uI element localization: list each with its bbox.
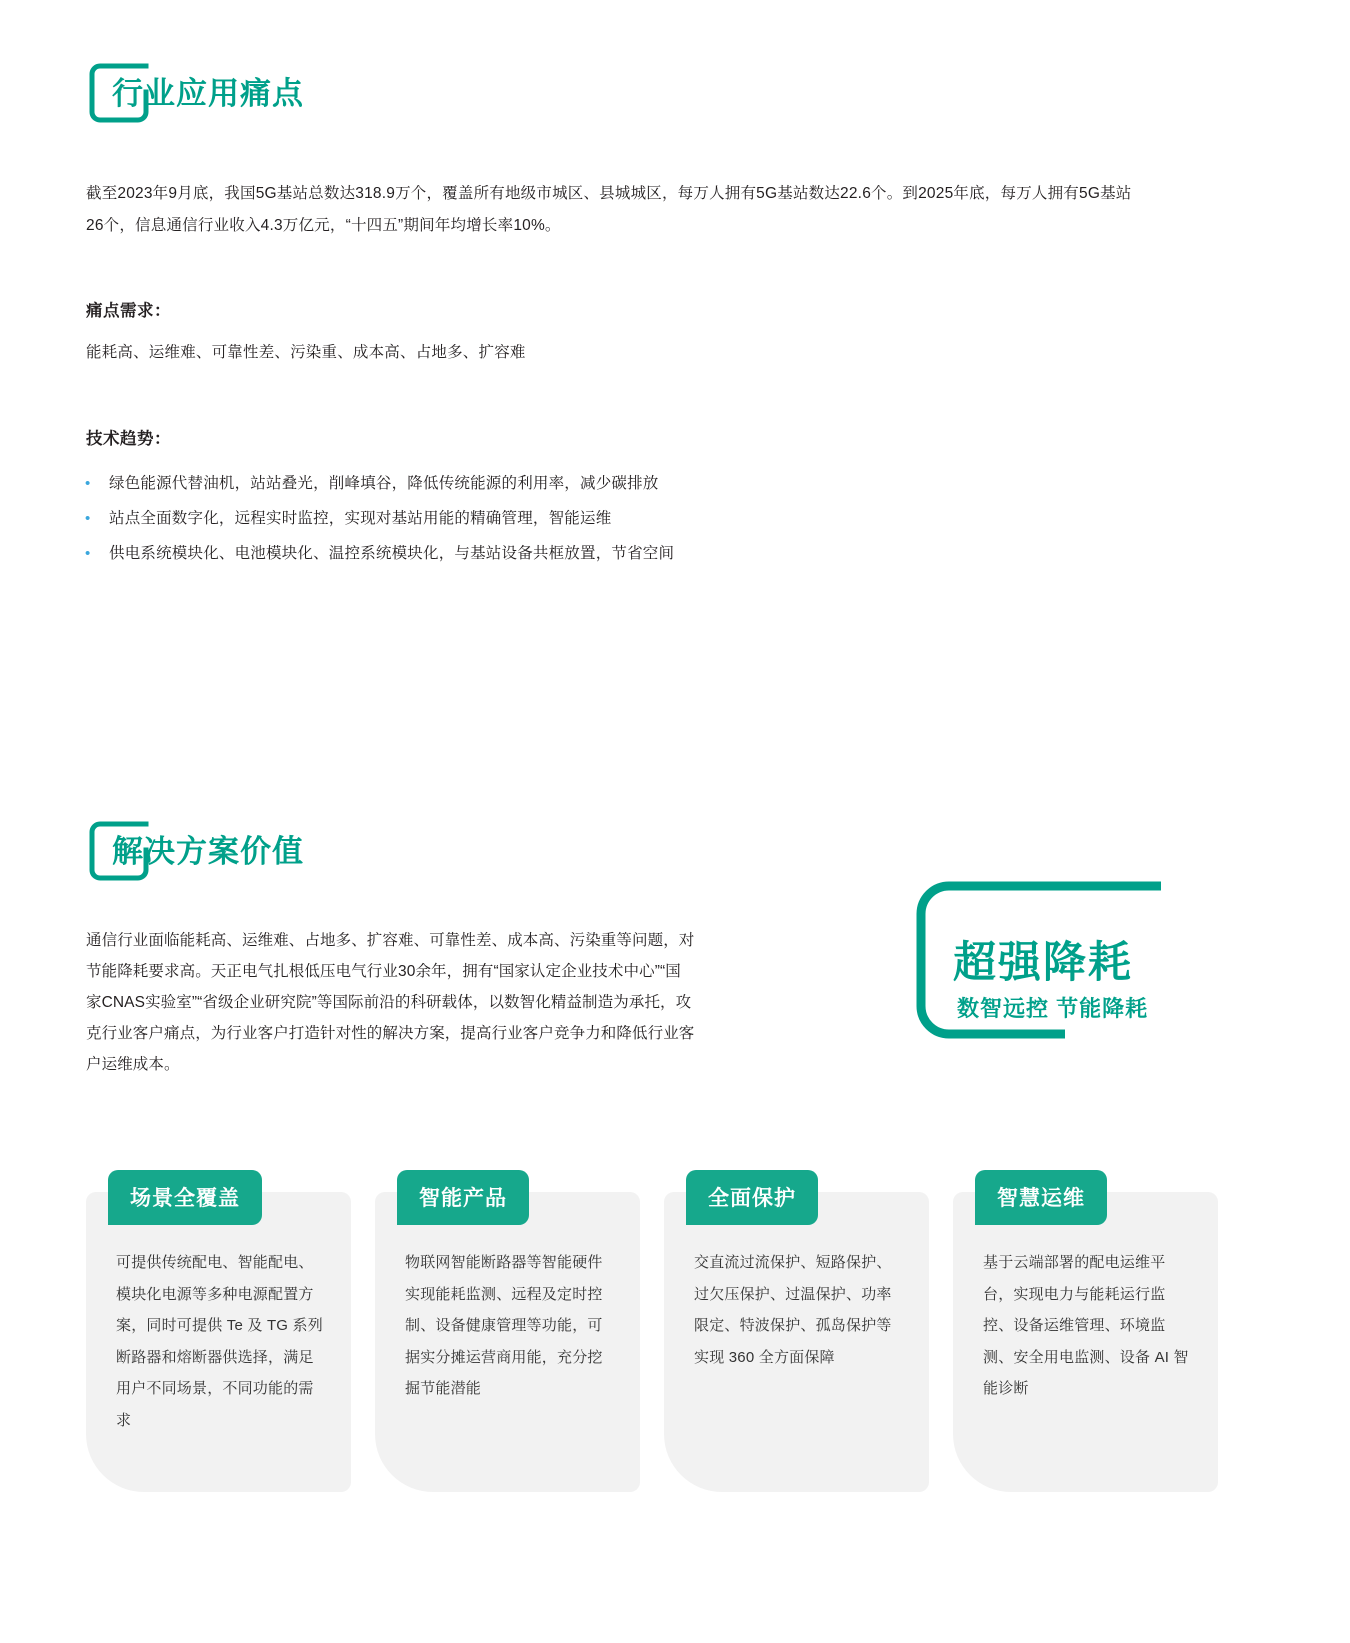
section-header-pain-points xyxy=(88,62,304,124)
highlight-badge xyxy=(915,880,1175,1050)
card-tag: 智慧运维 xyxy=(975,1170,1107,1225)
card-tag: 场景全覆盖 xyxy=(108,1170,262,1225)
card-text: 物联网智能断路器等智能硬件实现能耗监测、远程及定时控制、设备健康管理等功能，可据实分摊运营商用能，充分挖掘节能潜能 xyxy=(405,1254,603,1397)
bracket-icon xyxy=(88,820,150,882)
solution-value-paragraph: 通信行业面临能耗高、运维难、占地多、扩容难、可靠性差、成本高、污染重等问题，对节能降耗要求高。天正电气扎根低压电气行业30余年，拥有“国家认定企业技术中心”“国家CNAS实验室”“省级企业研究院”等国际前沿的科研载体，以数智化精益制造为承托，攻克行业客户痛点，为行业客户打造针对性的解决方案，提高行业客户竞争力和降低行业客户运维成本。 xyxy=(86,932,695,1073)
card-tag: 智能产品 xyxy=(397,1170,529,1225)
badge-sub-text: 数智远控 节能降耗 xyxy=(957,996,1149,1021)
card-text: 交直流过流保护、短路保护、过欠压保护、过温保护、功率限定、特波保护、孤岛保护等实现 360 全方面保障 xyxy=(694,1254,892,1366)
section-title: 解决方案价值 xyxy=(112,833,304,869)
trend-heading: 技术趋势： xyxy=(86,430,171,448)
trend-list xyxy=(75,467,1075,572)
section-header-solution-value xyxy=(88,820,304,882)
value-cards xyxy=(86,1170,1266,1510)
badge-main-text: 超强降耗 xyxy=(953,939,1133,987)
card-text: 可提供传统配电、智能配电、模块化电源等多种电源配置方案，同时可提供 Te 及 TG 系列断路器和熔断器供选择，满足用户不同场景，不同功能的需求 xyxy=(116,1254,323,1429)
list-item: • 绿色能源代替油机，站站叠光，削峰填谷，降低传统能源的利用率，减少碳排放 xyxy=(75,467,1075,502)
card xyxy=(953,1170,1218,1510)
card xyxy=(375,1170,640,1510)
card-text: 基于云端部署的配电运维平台，实现电力与能耗运行监控、设备运维管理、环境监测、安全用电监测、设备 AI 智能诊断 xyxy=(983,1254,1189,1397)
card xyxy=(86,1170,351,1510)
painpoint-text: 能耗高、运维难、可靠性差、污染重、成本高、占地多、扩容难 xyxy=(86,344,526,361)
painpoint-heading: 痛点需求： xyxy=(86,302,171,320)
list-item: • 站点全面数字化，远程实时监控，实现对基站用能的精确管理，智能运维 xyxy=(75,502,1075,537)
bracket-icon xyxy=(88,62,150,124)
page-title: 行业应用痛点 xyxy=(112,75,304,111)
card xyxy=(664,1170,929,1510)
card-tag: 全面保护 xyxy=(686,1170,818,1225)
intro-paragraph: 截至2023年9月底，我国5G基站总数达318.9万个，覆盖所有地级市城区、县城城区，每万人拥有5G基站数达22.6个。到2025年底，每万人拥有5G基站26个，信息通信行业收入4.3万亿元，“十四五”期间年均增长率10%。 xyxy=(86,185,1132,234)
list-item: • 供电系统模块化、电池模块化、温控系统模块化，与基站设备共框放置，节省空间 xyxy=(75,537,1075,572)
